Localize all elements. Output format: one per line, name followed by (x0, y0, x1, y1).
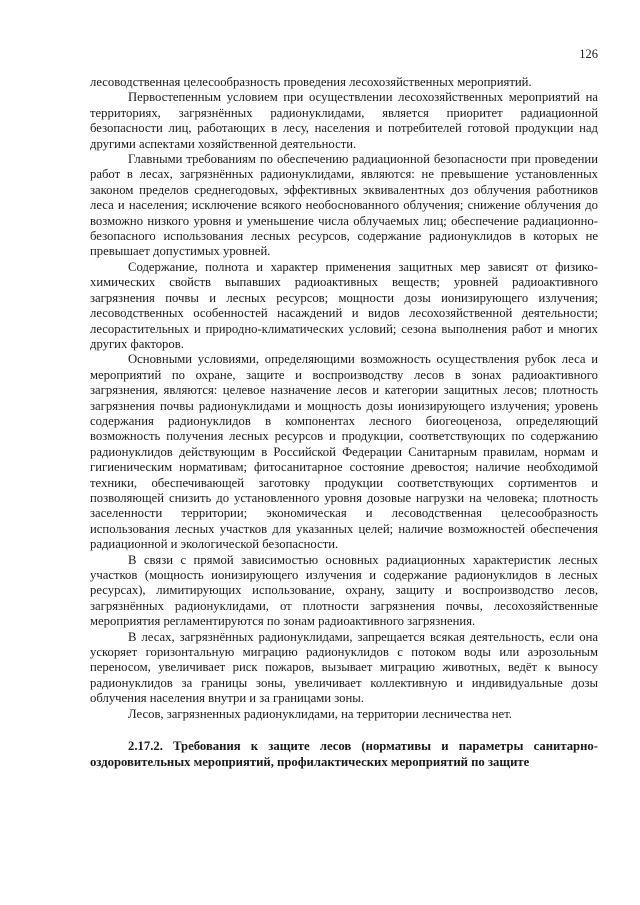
paragraph-main-requirements: Главными требованиям по обеспечению радиационной безопасности при проведении работ в лесах, загрязнённых радионуклидами, являются: не превышение установленных законом пределов среднегодовых, эффективных эквивалентных доз облучения работников леса и населения; исключение всякого необоснованного облучения; снижение облучения до возможно низкого уровня и уменьшение числа облучаемых лиц; обеспечение радиационно-безопасного использования лесных ресурсов, содержание радионуклидов в которых не превышает допустимых уровней. (90, 152, 598, 259)
section-heading: 2.17.2. Требования к защите лесов (нормативы и параметры санитарно-оздоровительных мероприятий, профилактических мероприятий по защите (90, 739, 598, 770)
paragraph-logging-conditions: Основными условиями, определяющими возможность осуществления рубок леса и мероприятий по охране, защите и воспроизводству лесов в зонах радиоактивного загрязнения, являются: целевое назначение лесов и категории защитных лесов; плотность загрязнения почвы радионуклидами и мощность дозы ионизирующего излучения; уровень содержания радионуклидов в компонентах лесного биогеоценоза, определяющий возможность получения лесных ресурсов и продукции, соответствующих по содержанию радионуклидов действующим в Российской Федерации Санитарным правилам, нормам и гигиеническим нормативам; фитосанитарное состояние древостоя; наличие необходимой техники, обеспечивающей заготовку продукции соответствующих сортиментов и позволяющей снизить до установленного уровня дозовые нагрузки на человека; плотность заселенности территории; экономическая и лесоводственная целесообразность использования лесных участков для указанных целей; наличие возможностей обеспечения радиационной и экологической безопасности. (90, 352, 598, 552)
paragraph-zone-regulation: В связи с прямой зависимостью основных радиационных характеристик лесных участков (мощность ионизирующего излучения и содержание радионуклидов в лесных ресурсах), лимитирующих использование, охрану, защиту и воспроизводство лесов, загрязнённых радионуклидами, от плотности загрязнения почвы, лесохозяйственные мероприятия регламентируются по зонам радиоактивного загрязнения. (90, 552, 598, 629)
paragraph-protective-measures: Содержание, полнота и характер применения защитных мер зависят от физико-химических свойств выпавших радиоактивных веществ; уровней радиоактивного загрязнения почвы и лесных ресурсов; мощности дозы ионизирующего излучения; лесоводственных особенностей насаждений и видов лесохозяйственной деятельности; лесорастительных и природно-климатических условий; сезона выполнения работ и многих других факторов. (90, 259, 598, 351)
paragraph-no-contaminated-forests: Лесов, загрязненных радионуклидами, на территории лесничества нет. (128, 706, 512, 721)
paragraph-prohibited-activity: В лесах, загрязнённых радионуклидами, запрещается всякая деятельность, если она ускоряет горизонтальную миграцию радионуклидов с потоком воды или аэрозольным переносом, увеличивает риск пожаров, вызывает миграцию животных, ведёт к выносу радионуклидов за границы зоны, увеличивает коллективную и индивидуальные дозы облучения населения внутри и за границами зоны. (90, 629, 598, 706)
page-body (90, 44, 598, 770)
paragraph-priority-condition: Первостепенным условием при осуществлении лесохозяйственных мероприятий на территориях, загрязнённых радионуклидами, является приоритет радиационной безопасности лиц, работающих в лесу, населения и потребителей готовой продукции над другими аспектами хозяйственной деятельности. (90, 90, 598, 151)
paragraph-continuation: лесоводственная целесообразность проведения лесохозяйственных мероприятий. (90, 75, 532, 89)
page-number: 126 (579, 47, 598, 61)
